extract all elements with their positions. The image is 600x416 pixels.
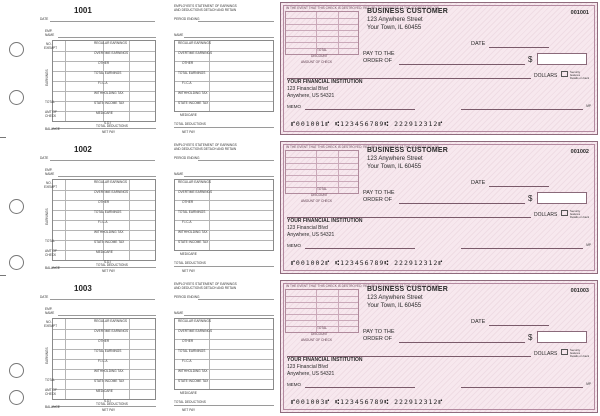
withholding-label: WITHHOLDING TAX [94, 91, 124, 95]
memo-label: MEMO [287, 104, 301, 109]
dollars-label: DOLLARS [534, 351, 558, 357]
dollar-sign: $ [528, 55, 533, 64]
period-line [198, 21, 274, 22]
balance-label: BALANCE [45, 405, 60, 409]
emp-name-line [58, 37, 156, 38]
total-earnings-label: TOTAL EARNINGS [94, 349, 122, 353]
business-address-2: Your Town, IL 60455 [367, 164, 422, 170]
medicare-label: MEDICARE [96, 389, 113, 393]
check-label: CHECK [45, 114, 57, 118]
business-address-1: 123 Anywhere Street [367, 295, 423, 301]
total-label: TOTAL [45, 239, 55, 243]
net-pay-label-right: NET PAY [182, 408, 196, 412]
voucher-total-label: TOTAL [317, 326, 327, 330]
overtime-earnings-label: OVERTIME EARNINGS [94, 190, 129, 194]
padlock-icon [561, 71, 568, 77]
medicare-label: MEDICARE [96, 250, 113, 254]
signature-line [461, 248, 583, 249]
medicare-label: MEDICARE [96, 111, 113, 115]
balance-label: BALANCE [45, 266, 60, 270]
total-label: TOTAL [45, 100, 55, 104]
emp-label: EMP. [45, 307, 53, 311]
check-warning-text: IN THE EVENT THAT THIS CHECK IS DESTROYED, RETURN TO BUSINESS AT THE ADDRESS BELOW [286, 284, 439, 288]
date-line [50, 299, 155, 300]
payee-line [399, 342, 525, 343]
date-label: DATE [40, 17, 49, 21]
signature-line [461, 109, 583, 110]
amt-check-label: AMT OF [45, 110, 57, 114]
name-label: NAME [45, 33, 55, 37]
exempt-label: EXEMPT [44, 185, 58, 189]
total-deductions-label: TOTAL DEDUCTIONS [174, 400, 206, 404]
mp-label: MP [586, 243, 591, 247]
earnings-vertical-label: EARNINGS [45, 347, 49, 364]
mp-label: MP [586, 104, 591, 108]
no-label: NO. [46, 181, 52, 185]
pay-to-label [363, 190, 395, 204]
regular-earnings-label: REGULAR EARNINGS [94, 180, 127, 184]
bank-name: YOUR FINANCIAL INSTITUTION [287, 218, 363, 224]
total-deductions-line [174, 405, 274, 406]
name-line-right [184, 176, 274, 177]
date-label: DATE [471, 41, 486, 47]
date-line [50, 160, 155, 161]
fica-label-right: F.I.C.A [182, 81, 192, 85]
fica-label: F.I.C.A [98, 81, 108, 85]
emp-label: EMP. [45, 168, 53, 172]
date-line [50, 21, 155, 22]
regular-earnings-label: REGULAR EARNINGS [94, 319, 127, 323]
signature-line [461, 387, 583, 388]
business-address-2: Your Town, IL 60455 [367, 25, 422, 31]
dollar-sign: $ [528, 194, 533, 203]
payee-line [399, 64, 525, 65]
pay-to-line-1: PAY TO THE [363, 190, 395, 196]
bank-address-1: 123 Financial Blvd [287, 86, 328, 92]
period-ending-label: PERIOD ENDING [174, 295, 200, 299]
micr-line: ⑈001002⑈ ⑆123456789⑆ 222912312⑈ [291, 259, 444, 267]
period-ending-label: PERIOD ENDING [174, 17, 200, 21]
voucher-amount-label: AMOUNT OF CHECK [301, 338, 333, 342]
state-tax-label: STATE INCOME TAX [94, 101, 125, 105]
no-label: NO. [46, 320, 52, 324]
name-line-right [184, 315, 274, 316]
date-label: DATE [471, 180, 486, 186]
voucher-amount-label: AMOUNT OF CHECK [301, 199, 333, 203]
check-number: 001001 [570, 10, 589, 16]
total-label: TOTAL [45, 378, 55, 382]
total-earnings-label: TOTAL EARNINGS [94, 210, 122, 214]
payee-line [399, 203, 525, 204]
earnings-vertical-label: EARNINGS [45, 69, 49, 86]
withholding-label: WITHHOLDING TAX [94, 369, 124, 373]
sdi-label: S.D.I [104, 260, 112, 264]
check-label: CHECK [45, 253, 57, 257]
voucher-discount-label: DISCOUNT [311, 332, 328, 336]
net-pay-label-right: NET PAY [182, 130, 196, 134]
regular-earnings-label-right: REGULAR EARNINGS [178, 319, 211, 323]
memo-line [305, 387, 415, 388]
no-label: NO. [46, 42, 52, 46]
total-earnings-label-right: TOTAL EARNINGS [178, 210, 206, 214]
bank-address-1: 123 Financial Blvd [287, 225, 328, 231]
bank-address-1: 123 Financial Blvd [287, 364, 328, 370]
security-features-note: Security features Details on back [570, 70, 590, 80]
pay-to-line-1: PAY TO THE [363, 51, 395, 57]
other-label: OTHER [98, 339, 110, 343]
sdi-label: S.D.I [104, 121, 112, 125]
voucher-total-label: TOTAL [317, 48, 327, 52]
security-features-note: Security features Details on back [570, 209, 590, 219]
perforation-mark [0, 275, 6, 276]
overtime-earnings-label-right: OVERTIME EARNINGS [178, 329, 213, 333]
exempt-label: EXEMPT [44, 46, 58, 50]
dollar-sign: $ [528, 333, 533, 342]
date-line [489, 325, 549, 326]
other-label: OTHER [98, 200, 110, 204]
bank-address-2: Anywhere, US 54321 [287, 232, 335, 238]
state-tax-label: STATE INCOME TAX [94, 379, 125, 383]
dollars-label: DOLLARS [534, 212, 558, 218]
pay-stub [40, 139, 276, 275]
name-label: NAME [45, 172, 55, 176]
pay-stub [40, 278, 276, 414]
total-deductions-small-label: TOTAL DEDUCTIONS [96, 124, 128, 128]
other-label: OTHER [98, 61, 110, 65]
memo-label: MEMO [287, 243, 301, 248]
medicare-label-right: MEDICARE [180, 113, 197, 117]
name-label: NAME [45, 311, 55, 315]
date-line [489, 47, 549, 48]
other-label-right: OTHER [182, 339, 194, 343]
amount-box[interactable] [537, 331, 587, 343]
withholding-label-right: WITHHOLDING TAX [178, 369, 208, 373]
other-label-right: OTHER [182, 61, 194, 65]
emp-label: EMP. [45, 29, 53, 33]
sdi-label: S.D.I [104, 399, 112, 403]
check-set-1 [0, 0, 600, 136]
pay-to-line-2: ORDER OF [363, 336, 393, 342]
perforation-mark [0, 137, 6, 138]
withholding-label: WITHHOLDING TAX [94, 230, 124, 234]
period-line [198, 299, 274, 300]
regular-earnings-label-right: REGULAR EARNINGS [178, 180, 211, 184]
fica-label: F.I.C.A [98, 359, 108, 363]
mp-label: MP [586, 382, 591, 386]
state-tax-label-right: STATE INCOME TAX [178, 379, 209, 383]
voucher-total-label: TOTAL [317, 187, 327, 191]
bank-name: YOUR FINANCIAL INSTITUTION [287, 79, 363, 85]
amt-check-label: AMT OF [45, 388, 57, 392]
total-deductions-label: TOTAL DEDUCTIONS [174, 122, 206, 126]
voucher-discount-label: DISCOUNT [311, 54, 328, 58]
medicare-label-right: MEDICARE [180, 391, 197, 395]
amount-box[interactable] [537, 192, 587, 204]
state-tax-label: STATE INCOME TAX [94, 240, 125, 244]
date-line [489, 186, 549, 187]
medicare-label-right: MEDICARE [180, 252, 197, 256]
regular-earnings-label-right: REGULAR EARNINGS [178, 41, 211, 45]
stub-number: 1001 [74, 6, 92, 15]
exempt-label: EXEMPT [44, 324, 58, 328]
business-name: BUSINESS CUSTOMER [367, 286, 449, 293]
memo-line [305, 248, 415, 249]
statement-subtitle: AND DEDUCTIONS DETACH AND RETAIN [174, 147, 237, 151]
net-pay-label: NET PAY [102, 130, 116, 134]
bank-name: YOUR FINANCIAL INSTITUTION [287, 357, 363, 363]
business-name: BUSINESS CUSTOMER [367, 8, 449, 15]
balance-label: BALANCE [45, 127, 60, 131]
overtime-earnings-label-right: OVERTIME EARNINGS [178, 51, 213, 55]
amt-check-label: AMT OF [45, 249, 57, 253]
check-warning-text: IN THE EVENT THAT THIS CHECK IS DESTROYED, RETURN TO BUSINESS AT THE ADDRESS BELOW [286, 145, 439, 149]
total-deductions-small-label: TOTAL DEDUCTIONS [96, 402, 128, 406]
pay-to-label [363, 329, 395, 343]
pay-to-line-2: ORDER OF [363, 197, 393, 203]
statement-title: EMPLOYEE'S STATEMENT OF EARNINGS [174, 143, 237, 147]
total-earnings-label-right: TOTAL EARNINGS [178, 349, 206, 353]
withholding-label-right: WITHHOLDING TAX [178, 230, 208, 234]
statement-subtitle: AND DEDUCTIONS DETACH AND RETAIN [174, 286, 237, 290]
stub-number: 1002 [74, 145, 92, 154]
check-number: 001002 [570, 149, 589, 155]
check-label: CHECK [45, 392, 57, 396]
check [280, 2, 598, 135]
bank-address-2: Anywhere, US 54321 [287, 93, 335, 99]
total-earnings-label-right: TOTAL EARNINGS [178, 71, 206, 75]
overtime-earnings-label: OVERTIME EARNINGS [94, 329, 129, 333]
withholding-label-right: WITHHOLDING TAX [178, 91, 208, 95]
check-warning-text: IN THE EVENT THAT THIS CHECK IS DESTROYED, RETURN TO BUSINESS AT THE ADDRESS BELOW [286, 6, 439, 10]
micr-line: ⑈001001⑈ ⑆123456789⑆ 222912312⑈ [291, 120, 444, 128]
security-features-note: Security features Details on back [570, 348, 590, 358]
pay-to-label [363, 51, 395, 65]
check-set-3 [0, 278, 600, 414]
total-earnings-label: TOTAL EARNINGS [94, 71, 122, 75]
padlock-icon [561, 349, 568, 355]
business-address-1: 123 Anywhere Street [367, 17, 423, 23]
statement-subtitle: AND DEDUCTIONS DETACH AND RETAIN [174, 8, 237, 12]
memo-label: MEMO [287, 382, 301, 387]
emp-name-line [58, 176, 156, 177]
name-label-right: NAME [174, 172, 184, 176]
date-label: DATE [471, 319, 486, 325]
total-deductions-line [174, 127, 274, 128]
amount-box[interactable] [537, 53, 587, 65]
state-tax-label-right: STATE INCOME TAX [178, 101, 209, 105]
check-set-2 [0, 139, 600, 275]
overtime-earnings-label-right: OVERTIME EARNINGS [178, 190, 213, 194]
fica-label-right: F.I.C.A [182, 359, 192, 363]
net-pay-label: NET PAY [102, 408, 116, 412]
check [280, 280, 598, 413]
dollars-label: DOLLARS [534, 73, 558, 79]
date-label: DATE [40, 295, 49, 299]
total-deductions-line [174, 266, 274, 267]
fica-label-right: F.I.C.A [182, 220, 192, 224]
period-line [198, 160, 274, 161]
pay-to-line-2: ORDER OF [363, 58, 393, 64]
pay-to-line-1: PAY TO THE [363, 329, 395, 335]
net-pay-label-right: NET PAY [182, 269, 196, 273]
fica-label: F.I.C.A [98, 220, 108, 224]
statement-title: EMPLOYEE'S STATEMENT OF EARNINGS [174, 282, 237, 286]
voucher-amount-label: AMOUNT OF CHECK [301, 60, 333, 64]
date-label: DATE [40, 156, 49, 160]
total-deductions-label: TOTAL DEDUCTIONS [174, 261, 206, 265]
name-label-right: NAME [174, 33, 184, 37]
business-address-1: 123 Anywhere Street [367, 156, 423, 162]
padlock-icon [561, 210, 568, 216]
business-name: BUSINESS CUSTOMER [367, 147, 449, 154]
total-deductions-small-label: TOTAL DEDUCTIONS [96, 263, 128, 267]
period-ending-label: PERIOD ENDING [174, 156, 200, 160]
earnings-vertical-label: EARNINGS [45, 208, 49, 225]
bank-address-2: Anywhere, US 54321 [287, 371, 335, 377]
pay-stub [40, 0, 276, 136]
overtime-earnings-label: OVERTIME EARNINGS [94, 51, 129, 55]
state-tax-label-right: STATE INCOME TAX [178, 240, 209, 244]
memo-line [305, 109, 415, 110]
other-label-right: OTHER [182, 200, 194, 204]
micr-line: ⑈001003⑈ ⑆123456789⑆ 222912312⑈ [291, 398, 444, 406]
net-pay-label: NET PAY [102, 269, 116, 273]
statement-title: EMPLOYEE'S STATEMENT OF EARNINGS [174, 4, 237, 8]
stub-number: 1003 [74, 284, 92, 293]
emp-name-line [58, 315, 156, 316]
name-label-right: NAME [174, 311, 184, 315]
business-address-2: Your Town, IL 60455 [367, 303, 422, 309]
check [280, 141, 598, 274]
check-number: 001003 [570, 288, 589, 294]
voucher-discount-label: DISCOUNT [311, 193, 328, 197]
name-line-right [184, 37, 274, 38]
regular-earnings-label: REGULAR EARNINGS [94, 41, 127, 45]
